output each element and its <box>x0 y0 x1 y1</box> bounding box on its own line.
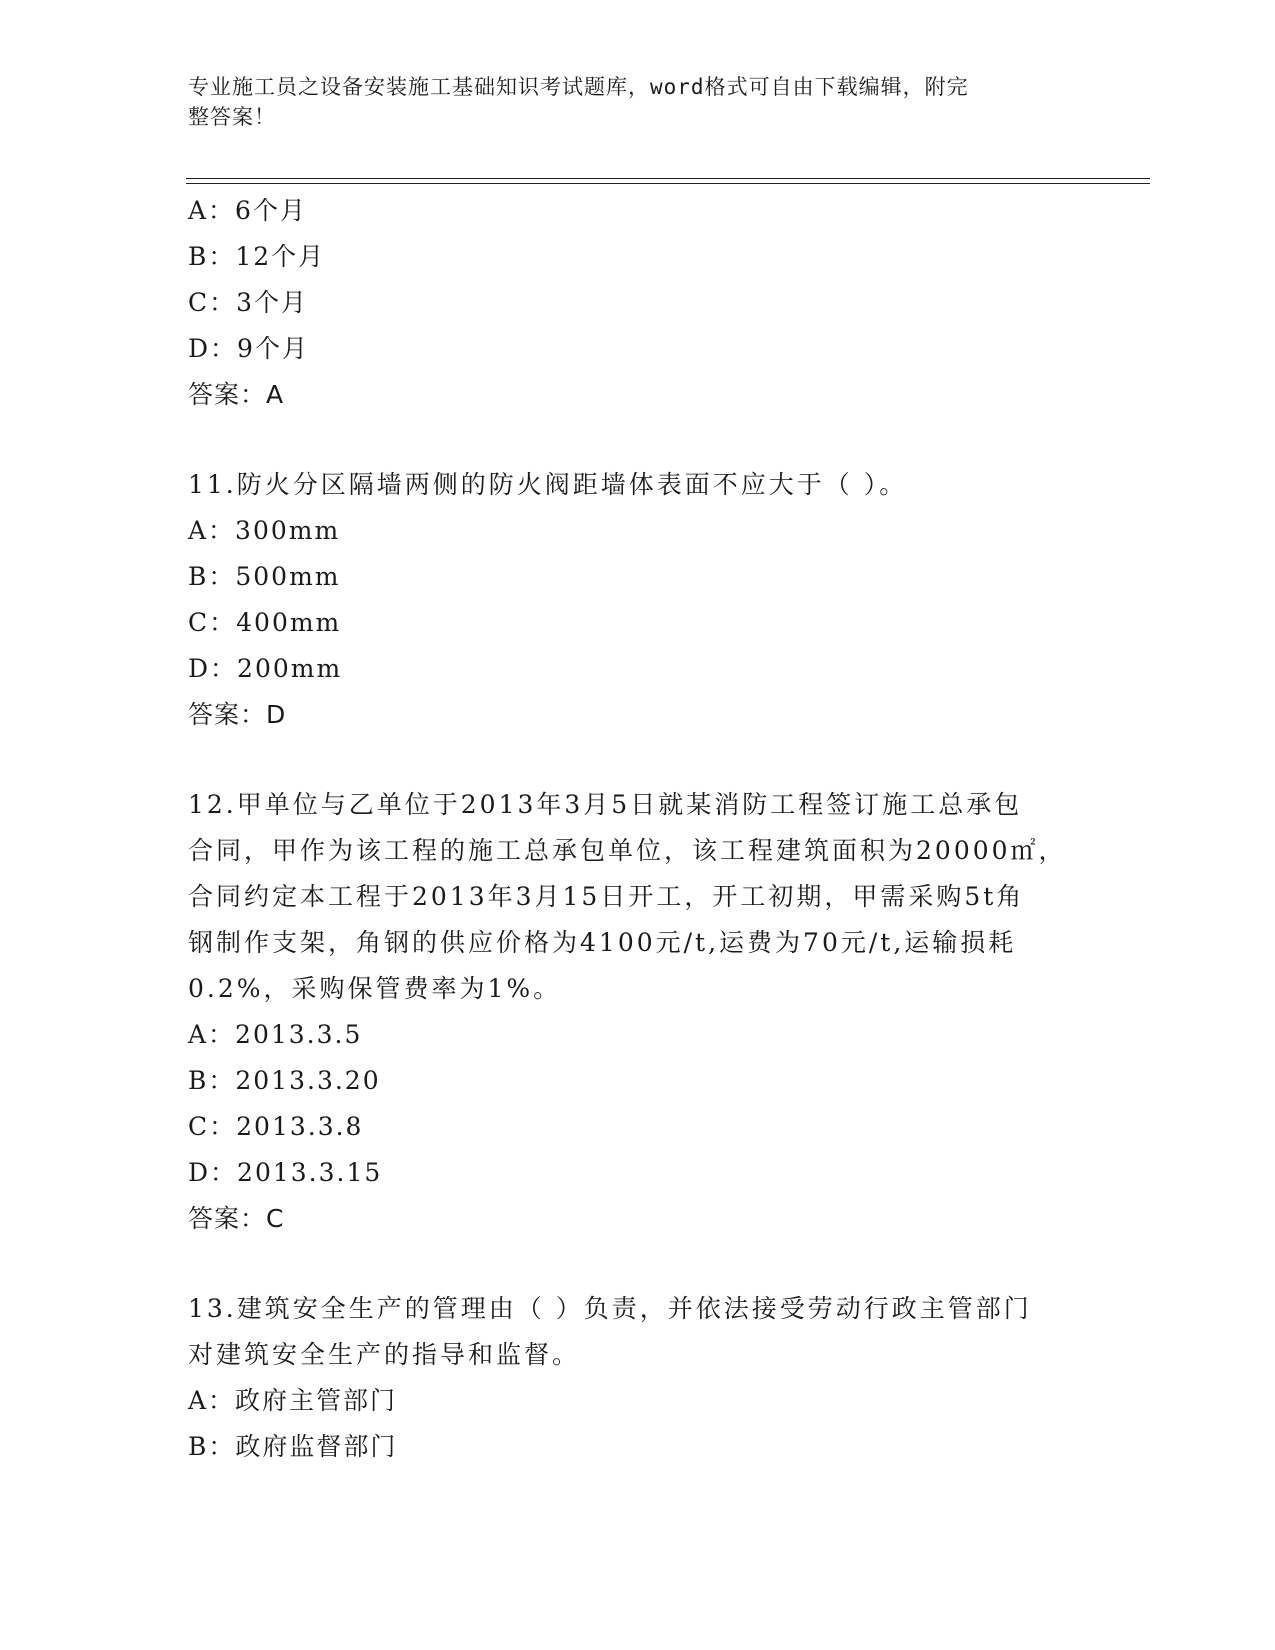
option-c: C：2013.3.8 <box>188 1112 364 1141</box>
option-b: B：12个月 <box>188 242 326 271</box>
question-text: 钢制作支架，角钢的供应价格为4100元/t,运费为70元/t,运输损耗 <box>188 928 1017 957</box>
answer-line: 答案：C <box>188 1204 285 1233</box>
question-text: 合同，甲作为该工程的施工总承包单位，该工程建筑面积为20000㎡， <box>188 836 1067 865</box>
header-line-2: 整答案！ <box>188 105 276 129</box>
option-b: B：2013.3.20 <box>188 1066 381 1095</box>
option-b: B：500mm <box>188 562 341 591</box>
question-block-10 <box>188 188 1088 418</box>
question-text: 对建筑安全生产的指导和监督。 <box>188 1340 581 1369</box>
header-line-1: 专业施工员之设备安装施工基础知识考试题库，word格式可自由下载编辑，附完 <box>188 75 969 99</box>
option-b: B：政府监督部门 <box>188 1432 398 1461</box>
question-text: 0.2%，采购保管费率为1%。 <box>188 974 562 1003</box>
option-a: A：2013.3.5 <box>188 1020 363 1049</box>
question-text: 12.甲单位与乙单位于2013年3月5日就某消防工程签订施工总承包 <box>188 790 1023 819</box>
question-list <box>188 188 1088 1470</box>
question-block-13 <box>188 1286 1088 1470</box>
option-d: D：200mm <box>188 654 343 683</box>
option-c: C：400mm <box>188 608 342 637</box>
question-block-12 <box>188 782 1088 1242</box>
question-text: 11.防火分区隔墙两侧的防火阀距墙体表面不应大于（ ）。 <box>188 470 908 499</box>
option-a: A：政府主管部门 <box>188 1386 398 1415</box>
option-d: D：2013.3.15 <box>188 1158 383 1187</box>
option-a: A：6个月 <box>188 196 307 225</box>
option-a: A：300mm <box>188 516 341 545</box>
header-divider-bottom <box>186 183 1150 184</box>
question-text: 合同约定本工程于2013年3月15日开工，开工初期，甲需采购5t角 <box>188 882 1025 911</box>
answer-line: 答案：A <box>188 380 285 409</box>
option-c: C：3个月 <box>188 288 309 317</box>
header-divider-top <box>186 178 1150 179</box>
answer-line: 答案：D <box>188 700 287 729</box>
option-d: D：9个月 <box>188 334 309 363</box>
document-header <box>188 72 1068 132</box>
question-block-11 <box>188 462 1088 738</box>
question-text: 13.建筑安全生产的管理由（ ）负责，并依法接受劳动行政主管部门 <box>188 1294 1032 1323</box>
